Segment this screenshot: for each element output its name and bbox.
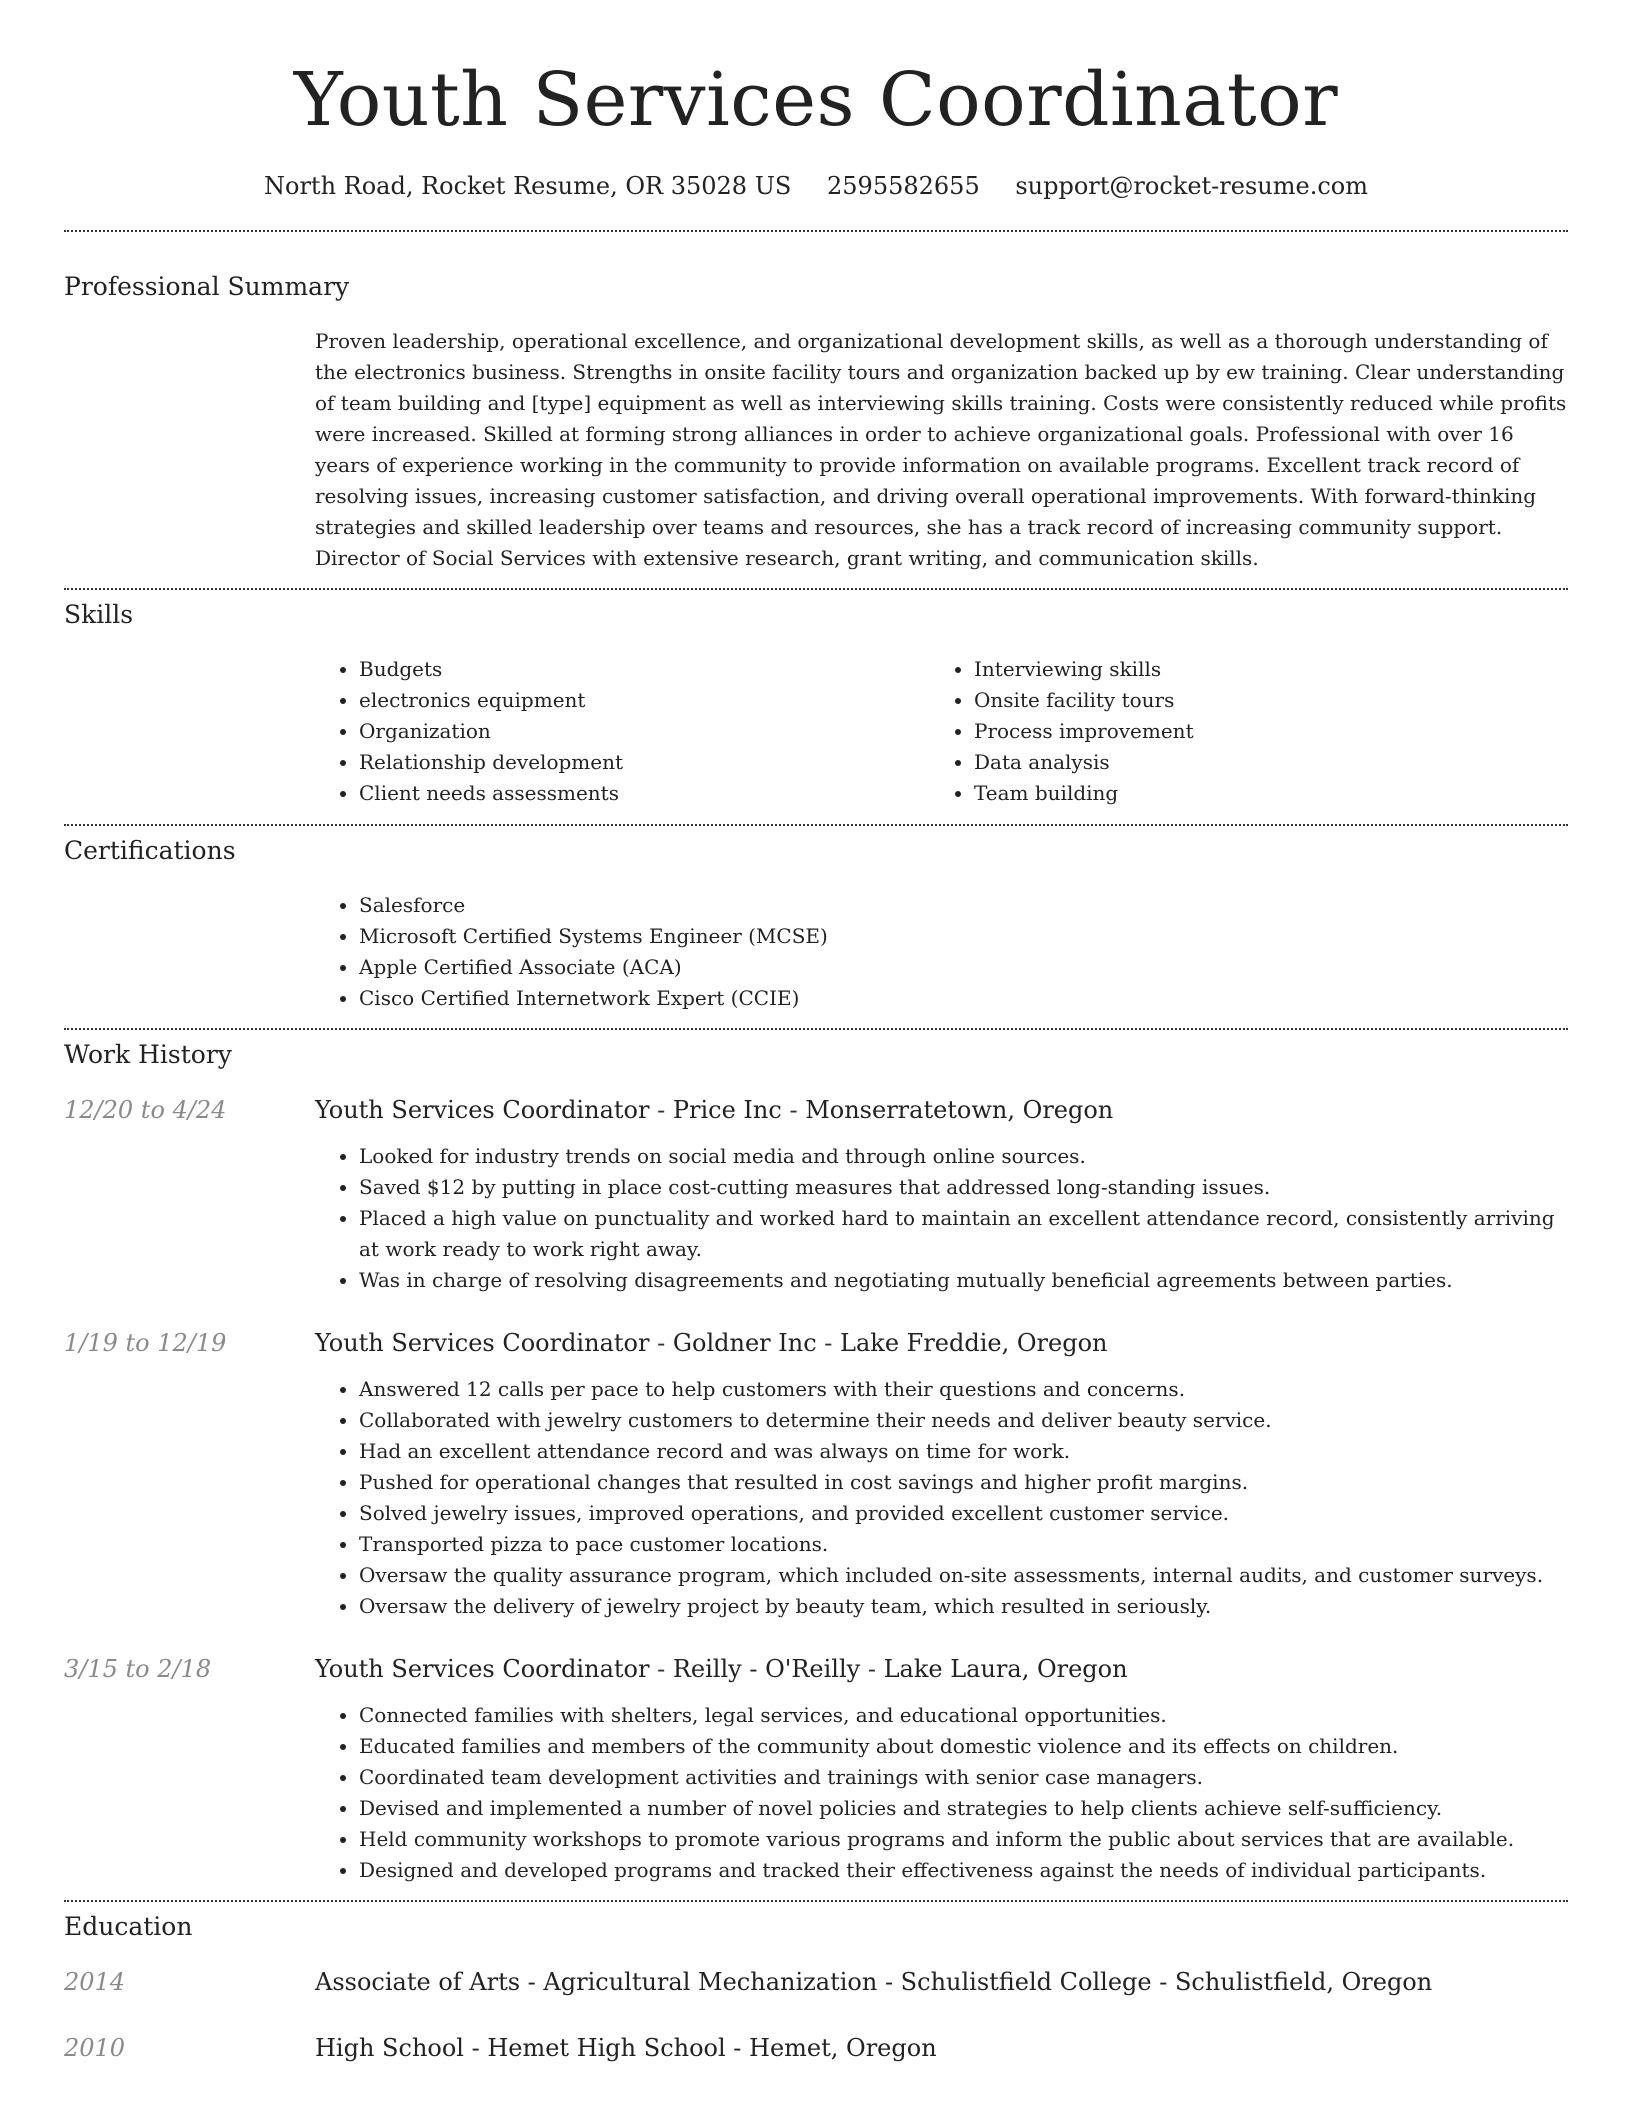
section-title-summary: Professional Summary (64, 272, 350, 301)
skill-item: • Onsite facility tours (974, 685, 1545, 716)
job-company: Reilly - O'Reilly (672, 1655, 861, 1683)
certification-item: • Apple Certified Associate (ACA) (359, 952, 1568, 983)
job-bullet: • Oversaw the delivery of jewelry project by beauty team, which resulted in seriously. (359, 1591, 1568, 1622)
skill-item: • Process improvement (974, 716, 1545, 747)
job-bullet: • Devised and implemented a number of novel policies and strategies to help clients achieve self-sufficiency. (359, 1793, 1568, 1824)
section-title-certifications: Certifications (64, 836, 236, 865)
job-entry (64, 1652, 1568, 1886)
job-role: Youth Services Coordinator (315, 1096, 650, 1124)
job-heading: Youth Services Coordinator - Goldner Inc - Lake Freddie, Oregon (315, 1329, 1108, 1357)
job-bullet: • Transported pizza to pace customer locations. (359, 1529, 1568, 1560)
job-location: Lake Freddie, Oregon (840, 1329, 1108, 1357)
job-bullet: • Had an excellent attendance record and was always on time for work. (359, 1436, 1568, 1467)
section-title-skills: Skills (64, 600, 134, 629)
skills-section (64, 590, 1568, 809)
resume-name: Youth Services Coordinator (293, 57, 1339, 143)
job-bullet: • Designed and developed programs and tracked their effectiveness against the needs of individual participants. (359, 1855, 1568, 1886)
job-entry (64, 1093, 1568, 1296)
job-bullet: • Pushed for operational changes that resulted in cost savings and higher profit margins. (359, 1467, 1568, 1498)
education-text: High School - Hemet High School - Hemet, Oregon (315, 2034, 937, 2062)
education-entry (64, 2031, 1568, 2065)
job-bullet: • Placed a high value on punctuality and worked hard to maintain an excellent attendance record, consistently arriving at work ready to work right away. (359, 1203, 1568, 1265)
job-role: Youth Services Coordinator (315, 1329, 650, 1357)
education-entry (64, 1965, 1568, 1999)
education-text: Associate of Arts - Agricultural Mechanization - Schulistfield College - Schulistfield, Oregon (315, 1968, 1433, 1996)
contact-email[interactable]: support@rocket-resume.com (1015, 172, 1368, 200)
job-location: Monserratetown, Oregon (805, 1096, 1114, 1124)
contact-phone: 2595582655 (827, 172, 980, 200)
skill-item: • Organization (359, 716, 930, 747)
job-bullet: • Educated families and members of the community about domestic violence and its effects on children. (359, 1731, 1568, 1762)
skill-item: • Budgets (359, 654, 930, 685)
certification-item: • Cisco Certified Internetwork Expert (CCIE) (359, 983, 1568, 1014)
job-bullet: • Saved $12 by putting in place cost-cutting measures that addressed long-standing issues. (359, 1172, 1568, 1203)
education-year: 2010 (64, 2034, 126, 2062)
certification-item: • Salesforce (359, 890, 1568, 921)
skill-item: • Team building (974, 778, 1545, 809)
skill-item: • Relationship development (359, 747, 930, 778)
job-bullet: • Answered 12 calls per pace to help customers with their questions and concerns. (359, 1374, 1568, 1405)
job-bullet: • Solved jewelry issues, improved operations, and provided excellent customer service. (359, 1498, 1568, 1529)
summary-section (64, 232, 1568, 574)
certifications-section (64, 826, 1568, 1014)
job-bullet: • Oversaw the quality assurance program, which included on-site assessments, internal audits, and customer surveys. (359, 1560, 1568, 1591)
job-bullet: • Coordinated team development activities and trainings with senior case managers. (359, 1762, 1568, 1793)
section-title-work-history: Work History (64, 1040, 232, 1069)
job-bullet: • Collaborated with jewelry customers to determine their needs and deliver beauty service. (359, 1405, 1568, 1436)
job-heading: Youth Services Coordinator - Reilly - O'Reilly - Lake Laura, Oregon (315, 1655, 1128, 1683)
work-history-section (64, 1030, 1568, 1886)
job-role: Youth Services Coordinator (315, 1655, 650, 1683)
contact-line (64, 172, 1568, 200)
skills-column-left (315, 654, 930, 809)
job-date: 3/15 to 2/18 (64, 1655, 212, 1683)
job-bullet: • Was in charge of resolving disagreements and negotiating mutually beneficial agreements between parties. (359, 1265, 1568, 1296)
job-location: Lake Laura, Oregon (883, 1655, 1128, 1683)
skill-item: • electronics equipment (359, 685, 930, 716)
education-section (64, 1902, 1568, 2065)
resume-page (64, 0, 1568, 2065)
job-bullet: • Connected families with shelters, legal services, and educational opportunities. (359, 1700, 1568, 1731)
job-bullet: • Held community workshops to promote various programs and inform the public about services that are available. (359, 1824, 1568, 1855)
job-date: 1/19 to 12/19 (64, 1329, 227, 1357)
skill-item: • Data analysis (974, 747, 1545, 778)
summary-text: Proven leadership, operational excellence, and organizational development skills, as well as a thorough understanding of the electronics business. Strengths in onsite facility tours and organization backed up by ew training. Clear understanding of team building and [type] equipment as well as interviewing skills training. Costs were consistently reduced while profits were increased. Skilled at forming strong alliances in order to achieve organizational goals. Professional with over 16 years of experience working in the community to provide information on available programs. Excellent track record of resolving issues, increasing customer satisfaction, and driving overall operational improvements. With forward-thinking strategies and skilled leadership over teams and resources, she has a track record of increasing community support. Director of Social Services with extensive research, grant writing, and communication skills. (315, 329, 1567, 570)
job-date: 12/20 to 4/24 (64, 1096, 227, 1124)
job-company: Goldner Inc (672, 1329, 817, 1357)
certification-item: • Microsoft Certified Systems Engineer (MCSE) (359, 921, 1568, 952)
skill-item: • Client needs assessments (359, 778, 930, 809)
job-company: Price Inc (672, 1096, 782, 1124)
skills-column-right (930, 654, 1545, 809)
skill-item: • Interviewing skills (974, 654, 1545, 685)
job-bullet: • Looked for industry trends on social media and through online sources. (359, 1141, 1568, 1172)
education-year: 2014 (64, 1968, 126, 1996)
section-title-education: Education (64, 1912, 193, 1941)
job-heading: Youth Services Coordinator - Price Inc - Monserratetown, Oregon (315, 1096, 1114, 1124)
job-entry (64, 1326, 1568, 1622)
contact-address: North Road, Rocket Resume, OR 35028 US (264, 172, 792, 200)
